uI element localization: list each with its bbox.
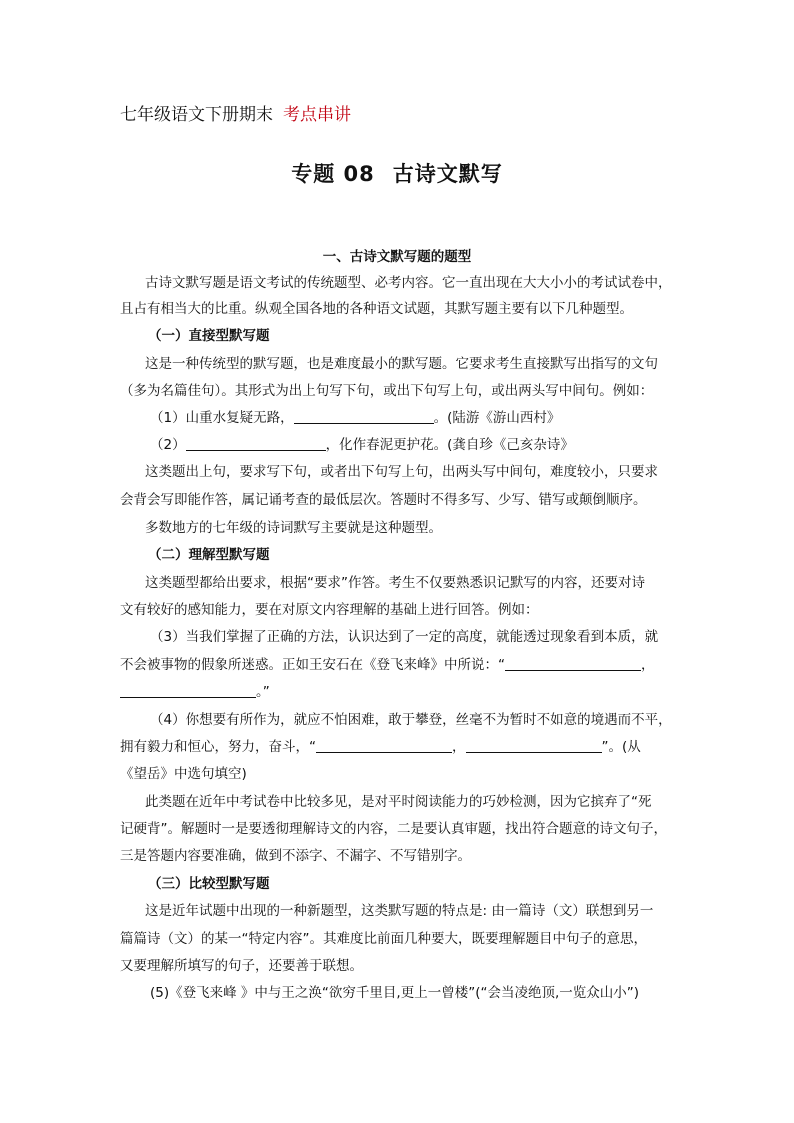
section-heading: 一、古诗文默写题的题型 — [322, 249, 472, 265]
paragraph-line: 这类题型都给出要求，根据“要求”作答。考生不仅要熟悉识记默写的内容，还要对诗 — [145, 575, 645, 591]
paragraph-line: 多数地方的七年级的诗词默写主要就是这种题型。 — [145, 520, 442, 536]
paragraph-line: 这类题出上句，要求写下句，或者出下句写上句，出两头写中间句，难度较小，只要求 — [145, 464, 658, 480]
answer-blank[interactable] — [294, 409, 434, 424]
paragraph-line: 此类题在近年中考试卷中比较多见，是对平时阅读能力的巧妙检测，因为它摈弃了“死 — [145, 794, 652, 810]
paragraph-line: 又要理解所填写的句子，还要善于联想。 — [120, 958, 363, 974]
paragraph-line: 这是近年试题中出现的一种新题型，这类默写题的特点是: 由一篇诗（文）联想到另一 — [145, 903, 654, 919]
example-4-line2: 拥有毅力和恒心，努力，奋斗，“ ， ”。(从 — [120, 739, 641, 755]
subsection-heading: （一）直接型默写题 — [148, 328, 270, 344]
example-2: （2） ，化作春泥更护花。(龚自珍《己亥杂诗》 — [150, 437, 574, 453]
paragraph-line: 古诗文默写题是语文考试的传统题型、必考内容。它一直出现在大大小小的考试试卷中， — [145, 275, 672, 291]
subsection-heading: （二）理解型默写题 — [148, 547, 270, 563]
example-3-line2: 不会被事物的假象所迷惑。正如王安石在《登飞来峰》中所说：“ ， — [120, 657, 655, 673]
paragraph-line: 篇篇诗（文）的某一“特定内容”。其难度比前面几种要大，既要理解题目中句子的意思， — [120, 931, 647, 947]
header-accent: 考点串讲 — [283, 105, 351, 125]
answer-blank[interactable] — [120, 683, 256, 698]
example-1: （1）山重水复疑无路， 。(陆游《游山西村》 — [150, 410, 561, 426]
header-line — [120, 100, 351, 125]
paragraph-line: 文有较好的感知能力，要在对原文内容理解的基础上进行回答。例如： — [120, 602, 539, 618]
paragraph-line: 记硬背”。解题时一是要透彻理解诗文的内容，二是要认真审题，找出符合题意的诗文句子， — [120, 821, 667, 837]
title-number: 专题 08 — [291, 162, 375, 186]
header-series: 七年级语文下册期末 — [120, 105, 273, 125]
paragraph-line: 会背会写即能作答，属记诵考查的最低层次。答题时不得多写、少写、错写或颠倒顺序。 — [120, 492, 647, 508]
title-topic: 古诗文默写 — [392, 162, 503, 186]
example-4-line3: 《望岳》中选句填空) — [120, 766, 247, 782]
paragraph-line: 这是一种传统型的默写题，也是难度最小的默写题。它要求考生直接默写出指写的文句 — [145, 356, 658, 372]
paragraph-line: 且占有相当大的比重。纵观全国各地的各种语文试题，其默写题主要有以下几种题型。 — [120, 301, 633, 317]
answer-blank[interactable] — [186, 436, 326, 451]
example-3-line3: 。” — [120, 682, 270, 702]
page-title — [0, 158, 794, 188]
answer-blank[interactable] — [316, 738, 452, 753]
example-4-line1: （4）你想要有所作为，就应不怕困难，敢于攀登，丝毫不为暂时不如意的境遇而不平， — [150, 712, 672, 728]
example-3-line1: （3）当我们掌握了正确的方法，认识达到了一定的高度，就能透过现象看到本质，就 — [150, 629, 659, 645]
paragraph-line: （多为名篇佳句）。其形式为出上句写下句，或出下句写上句，或出两头写中间句。例如： — [120, 383, 654, 399]
paragraph-line: 三是答题内容要准确，做到不添字、不漏字、不写错别字。 — [120, 848, 471, 864]
subsection-heading: （三）比较型默写题 — [148, 876, 270, 892]
example-5: (5)《登飞来峰 》中与王之涣“欲穷千里目,更上一曾楼”(“会当凌绝顶,一览众山小”) — [150, 985, 640, 1001]
answer-blank[interactable] — [466, 738, 602, 753]
answer-blank[interactable] — [505, 656, 641, 671]
